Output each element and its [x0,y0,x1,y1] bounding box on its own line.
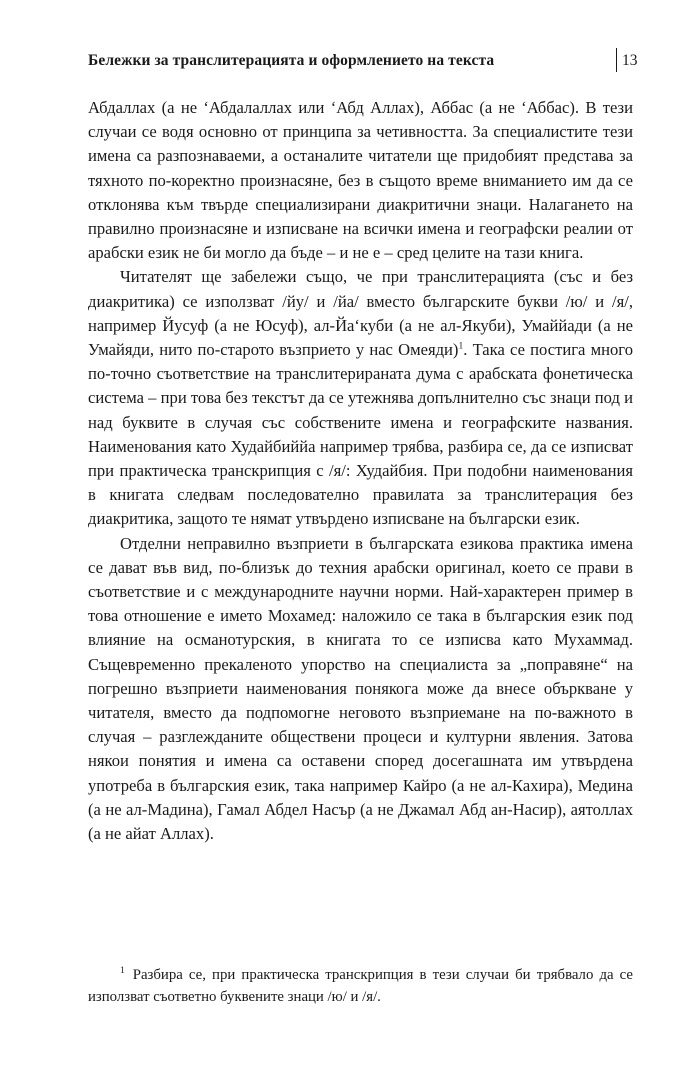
paragraph-1: Абдаллах (а не ‘Абдалаллах или ‘Абд Аллах), Аббас (а не ‘Аббас). В тези случаи се водя основно от принципа за четивността. За специалистите тези имена са разпознаваеми, а останалите читатели ще придобият представа за тяхното по-коректно произнасяне, без в същото време вниманието им да се отклонява към твърде специализирани диакритични знаци. Налагането на правилно произнасяне и изписване на всички имена и географски реалии от арабски език не би могло да бъде – и не е – сред целите на тази книга. [88,98,633,263]
paragraph-2 [88,265,633,531]
paragraph-3: Отделни неправилно възприети в българската езикова практика имена се дават във вид, по-близък до техния арабски оригинал, което се прави в съответствие и с международните научни норми. Най-характерен пример в това отношение е името Мохамед: наложило се така в българския език под влияние на османотурския, в книгата то се изписва като Мухаммад. Същевременно прекаленото упорство на специалиста за „поправяне“ на погрешно възприети наименования понякога може да внесе объркване у читателя, вместо да подпомогне неговото възприемане на по-важното в случая – разглежданите обществени процеси и културни явления. Затова някои понятия и имена са оставени според досегашната им утвърдена употреба в българския език, така например Кайро (а не ал-Кахира), Медина (а не ал-Мадина), Гамал Абдел Насър (а не Джамал Абд ан-Насир), аятоллах (а не айат Аллах). [88,533,633,844]
footnote-reference[interactable]: 1 [458,341,464,352]
running-head: Бележки за транслитерацията и оформлението на текста [88,52,495,69]
page-header [88,48,638,74]
footnote-text: Разбира се, при практическа транскрипция в тези случаи би трябвало да се използват съответно буквените знаци /ю/ и /я/. [88,967,633,1005]
paragraph-2-text-before: Читателят ще забележи също, че при транслитерацията (със и без диакритика) се използват /йу/ и /йа/ вместо българските букви /ю/ и /я/, например Йусуф (а не Юсуф), ал-Йа‘куби (а не ал-Якуби), Умаййади (а не Умайяди, нито по-старото възприето у нас Омеяди) [88,267,633,360]
body-text [88,96,633,846]
page-number: 13 [622,52,638,69]
footnote-marker: 1 [120,966,125,977]
paragraph-2-text-after: . Така се постига много по-точно съответствие на транслитерираната дума с арабската фонетическа система – при това без текстът да се утежнява допълнително със знаци под и над буквите в случая със собствените имена и географските названия. Наименования като Худайбиййа например трябва, разбира се, да се изписват при практическа транскрипция с /я/: Худайбия. При подобни наименования в книгата следвам последователно правилата за транслитерация без диакритика, защото те нямат утвърдено изписване на български език. [88,340,633,529]
header-divider [616,48,617,72]
footnote-1 [88,964,633,1008]
footnotes [88,964,633,1008]
